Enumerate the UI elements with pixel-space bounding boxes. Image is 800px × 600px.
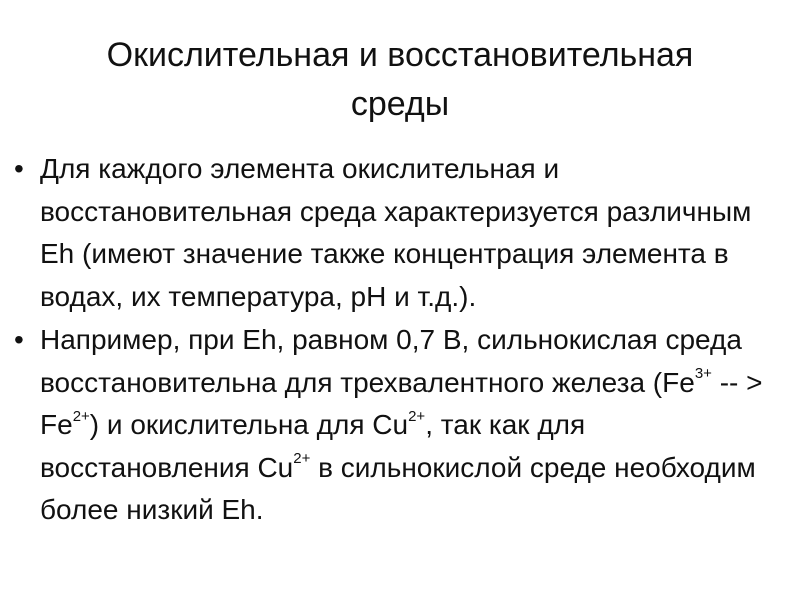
bullet-text-2-part5: в сильнокислой среде необходим более низкий Eh. bbox=[40, 451, 756, 525]
slide-title bbox=[10, 31, 790, 129]
slide-title-line2: среды bbox=[350, 85, 450, 123]
fe2-superscript: 2+ bbox=[72, 407, 90, 425]
bullet-list bbox=[0, 148, 800, 533]
bullet-text-2-part1: Например, при Eh, равном 0,7 В, сильнокислая среда восстановительна для трехвалентного железа (Fe bbox=[40, 324, 742, 398]
bullet-text-1: Для каждого элемента окислительная и восстановительная среда характеризуется различным Eh (имеют значение также концентрация элемента в водах, их температура, pH и т.д.). bbox=[40, 153, 752, 312]
slide-title-line1: Окислительная и восстановительная bbox=[106, 36, 694, 74]
bullet-text-2-part2: -- > Fe bbox=[40, 366, 763, 440]
bullet-icon: • bbox=[14, 153, 24, 184]
cu2-superscript: 2+ bbox=[293, 450, 311, 468]
bullet-icon: • bbox=[14, 324, 24, 355]
cu2-superscript: 2+ bbox=[408, 407, 426, 425]
bullet-item-2 bbox=[0, 319, 800, 532]
bullet-text-2-part3: ) и окислительна для Cu bbox=[89, 409, 409, 440]
bullet-text-2-part4: , так как для восстановления Cu bbox=[40, 409, 586, 483]
bullet-item-1 bbox=[0, 148, 800, 318]
fe3-superscript: 3+ bbox=[694, 365, 712, 383]
